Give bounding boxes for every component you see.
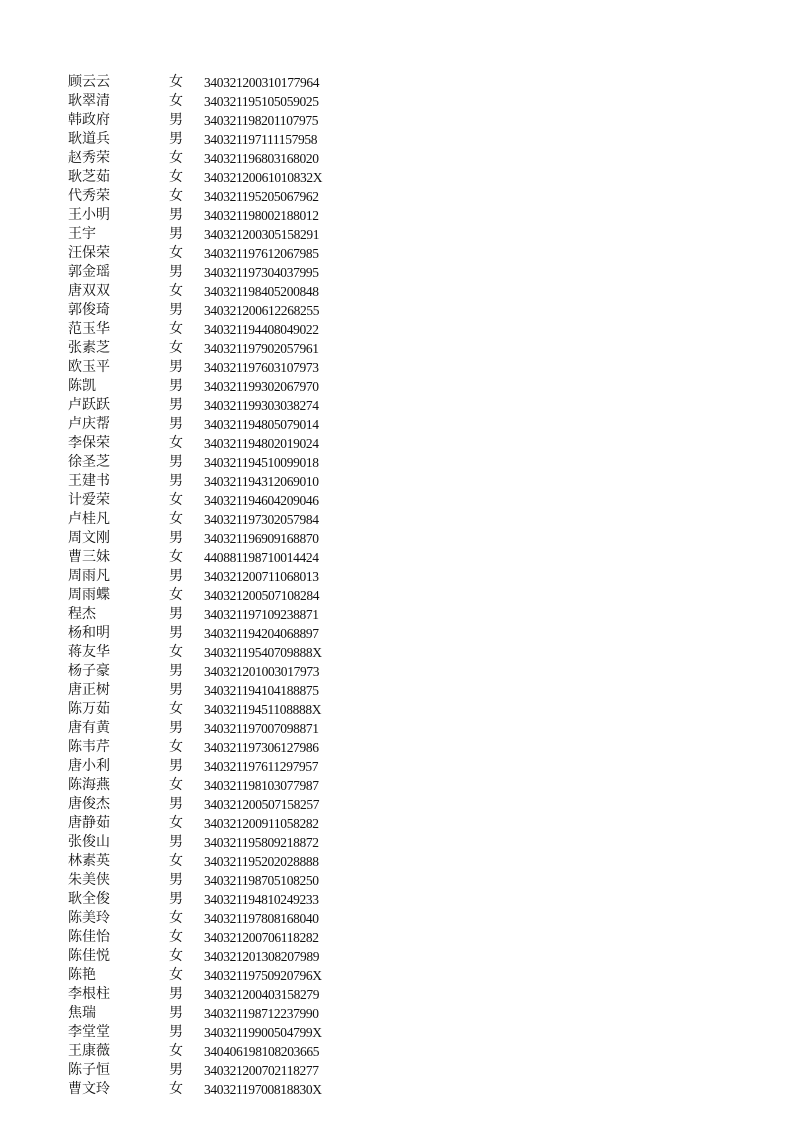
name-cell: 周文刚 <box>68 530 110 546</box>
id-number-cell: 340321200702118277 <box>204 1063 319 1078</box>
name-cell: 唐俊杰 <box>68 796 110 812</box>
id-number-cell: 340321194510099018 <box>204 455 319 470</box>
id-number-cell: 340321197612067985 <box>204 246 319 261</box>
gender-cell: 女 <box>169 492 183 508</box>
name-cell: 程杰 <box>68 606 96 622</box>
id-number-cell: 34032119900504799X <box>204 1025 322 1040</box>
table-row <box>68 377 368 396</box>
table-row <box>68 700 368 719</box>
id-number-cell: 340321194810249233 <box>204 892 319 907</box>
table-row <box>68 738 368 757</box>
id-number-cell: 340321200706118282 <box>204 930 319 945</box>
gender-cell: 女 <box>169 853 183 869</box>
id-number-cell: 340321194104188875 <box>204 683 319 698</box>
table-row <box>68 909 368 928</box>
id-number-cell: 340321200403158279 <box>204 987 320 1002</box>
name-cell: 焦瑞 <box>68 1005 96 1021</box>
gender-cell: 男 <box>169 663 183 679</box>
gender-cell: 男 <box>169 986 183 1002</box>
id-number-cell: 340321200507108284 <box>204 588 320 603</box>
name-cell: 陈子恒 <box>68 1062 110 1078</box>
id-number-cell: 340321196803168020 <box>204 151 319 166</box>
table-row <box>68 453 368 472</box>
table-row <box>68 130 368 149</box>
table-row <box>68 947 368 966</box>
gender-cell: 男 <box>169 891 183 907</box>
gender-cell: 男 <box>169 131 183 147</box>
table-row <box>68 244 368 263</box>
table-row <box>68 605 368 624</box>
gender-cell: 男 <box>169 872 183 888</box>
name-cell: 唐有黄 <box>68 720 110 736</box>
gender-cell: 男 <box>169 473 183 489</box>
table-row <box>68 624 368 643</box>
name-cell: 韩政府 <box>68 112 110 128</box>
name-cell: 陈万茹 <box>68 701 110 717</box>
gender-cell: 女 <box>169 910 183 926</box>
table-row <box>68 643 368 662</box>
name-cell: 唐双双 <box>68 283 110 299</box>
table-row <box>68 776 368 795</box>
gender-cell: 女 <box>169 435 183 451</box>
gender-cell: 女 <box>169 644 183 660</box>
name-cell: 王康薇 <box>68 1043 110 1059</box>
name-cell: 顾云云 <box>68 74 110 90</box>
gender-cell: 女 <box>169 150 183 166</box>
name-cell: 曹三妹 <box>68 549 110 565</box>
gender-cell: 男 <box>169 302 183 318</box>
table-row <box>68 529 368 548</box>
table-row <box>68 1061 368 1080</box>
gender-cell: 男 <box>169 454 183 470</box>
id-number-cell: 340321194805079014 <box>204 417 319 432</box>
table-row <box>68 491 368 510</box>
name-cell: 李堂堂 <box>68 1024 110 1040</box>
id-number-cell: 340321194408049022 <box>204 322 319 337</box>
gender-cell: 男 <box>169 1005 183 1021</box>
table-row <box>68 1080 368 1099</box>
id-number-cell: 340406198108203665 <box>204 1044 320 1059</box>
id-number-cell: 340321199303038274 <box>204 398 319 413</box>
name-cell: 王建书 <box>68 473 110 489</box>
id-number-cell: 340321194802019024 <box>204 436 319 451</box>
name-cell: 耿芝茹 <box>68 169 110 185</box>
table-row <box>68 833 368 852</box>
name-cell: 卢跃跃 <box>68 397 110 413</box>
name-cell: 蒋友华 <box>68 644 110 660</box>
name-cell: 张俊山 <box>68 834 110 850</box>
id-number-cell: 340321200612268255 <box>204 303 320 318</box>
id-number-cell: 340321197302057984 <box>204 512 319 527</box>
name-cell: 耿全俊 <box>68 891 110 907</box>
gender-cell: 男 <box>169 682 183 698</box>
gender-cell: 男 <box>169 606 183 622</box>
name-cell: 卢庆帮 <box>68 416 110 432</box>
table-row <box>68 890 368 909</box>
table-row <box>68 415 368 434</box>
id-number-cell: 340321198002188012 <box>204 208 319 223</box>
table-row <box>68 111 368 130</box>
name-cell: 周雨凡 <box>68 568 110 584</box>
id-number-cell: 340321196909168870 <box>204 531 319 546</box>
name-cell: 陈佳怡 <box>68 929 110 945</box>
table-row <box>68 339 368 358</box>
table-row <box>68 852 368 871</box>
id-number-cell: 340321195105059025 <box>204 94 319 109</box>
table-row <box>68 548 368 567</box>
gender-cell: 男 <box>169 112 183 128</box>
id-number-cell: 340321194204068897 <box>204 626 319 641</box>
id-number-cell: 340321197902057961 <box>204 341 319 356</box>
id-number-cell: 340321200305158291 <box>204 227 320 242</box>
table-row <box>68 149 368 168</box>
gender-cell: 女 <box>169 948 183 964</box>
id-number-cell: 340321200507158257 <box>204 797 320 812</box>
name-cell: 郭金瑶 <box>68 264 110 280</box>
id-number-cell: 340321198201107975 <box>204 113 319 128</box>
gender-cell: 女 <box>169 93 183 109</box>
id-number-cell: 340321197306127986 <box>204 740 319 755</box>
table-row <box>68 206 368 225</box>
name-cell: 郭俊琦 <box>68 302 110 318</box>
gender-cell: 女 <box>169 283 183 299</box>
id-number-cell: 340321197611297957 <box>204 759 319 774</box>
table-row <box>68 187 368 206</box>
gender-cell: 男 <box>169 720 183 736</box>
id-number-cell: 34032119700818830X <box>204 1082 322 1097</box>
gender-cell: 女 <box>169 1043 183 1059</box>
id-number-cell: 340321198705108250 <box>204 873 319 888</box>
gender-cell: 女 <box>169 169 183 185</box>
table-row <box>68 567 368 586</box>
table-row <box>68 795 368 814</box>
gender-cell: 男 <box>169 1024 183 1040</box>
gender-cell: 男 <box>169 834 183 850</box>
id-number-cell: 340321197109238871 <box>204 607 319 622</box>
id-number-cell: 34032120061010832X <box>204 170 323 185</box>
id-number-cell: 340321197111157958 <box>204 132 318 147</box>
table-row <box>68 928 368 947</box>
gender-cell: 男 <box>169 1062 183 1078</box>
table-row <box>68 814 368 833</box>
gender-cell: 女 <box>169 777 183 793</box>
id-number-cell: 340321195202028888 <box>204 854 319 869</box>
name-cell: 陈海燕 <box>68 777 110 793</box>
name-cell: 张素芝 <box>68 340 110 356</box>
id-number-cell: 34032119540709888X <box>204 645 322 660</box>
name-cell: 汪保荣 <box>68 245 110 261</box>
table-row <box>68 92 368 111</box>
id-number-cell: 340321194312069010 <box>204 474 319 489</box>
name-cell: 范玉华 <box>68 321 110 337</box>
name-cell: 陈艳 <box>68 967 96 983</box>
gender-cell: 女 <box>169 1081 183 1097</box>
name-cell: 唐正树 <box>68 682 110 698</box>
gender-cell: 男 <box>169 625 183 641</box>
table-row <box>68 168 368 187</box>
table-row <box>68 320 368 339</box>
id-number-cell: 340321197808168040 <box>204 911 319 926</box>
gender-cell: 女 <box>169 511 183 527</box>
gender-cell: 男 <box>169 568 183 584</box>
person-table <box>68 73 368 1099</box>
table-row <box>68 282 368 301</box>
name-cell: 耿翠清 <box>68 93 110 109</box>
gender-cell: 女 <box>169 929 183 945</box>
id-number-cell: 340321195809218872 <box>204 835 319 850</box>
id-number-cell: 340321200310177964 <box>204 75 320 90</box>
name-cell: 杨和明 <box>68 625 110 641</box>
table-row <box>68 73 368 92</box>
id-number-cell: 340321198712237990 <box>204 1006 319 1021</box>
gender-cell: 男 <box>169 530 183 546</box>
id-number-cell: 34032119451108888X <box>204 702 322 717</box>
gender-cell: 女 <box>169 321 183 337</box>
table-row <box>68 1042 368 1061</box>
gender-cell: 男 <box>169 758 183 774</box>
gender-cell: 男 <box>169 378 183 394</box>
name-cell: 王小明 <box>68 207 110 223</box>
table-row <box>68 1004 368 1023</box>
gender-cell: 男 <box>169 207 183 223</box>
name-cell: 李根柱 <box>68 986 110 1002</box>
name-cell: 徐圣芝 <box>68 454 110 470</box>
gender-cell: 女 <box>169 74 183 90</box>
name-cell: 赵秀荣 <box>68 150 110 166</box>
table-row <box>68 225 368 244</box>
gender-cell: 女 <box>169 967 183 983</box>
table-row <box>68 396 368 415</box>
id-number-cell: 440881198710014424 <box>204 550 319 565</box>
name-cell: 陈佳悦 <box>68 948 110 964</box>
gender-cell: 男 <box>169 226 183 242</box>
name-cell: 林素英 <box>68 853 110 869</box>
id-number-cell: 340321194604209046 <box>204 493 319 508</box>
gender-cell: 男 <box>169 796 183 812</box>
gender-cell: 女 <box>169 340 183 356</box>
gender-cell: 女 <box>169 188 183 204</box>
gender-cell: 男 <box>169 359 183 375</box>
table-row <box>68 434 368 453</box>
id-number-cell: 340321201308207989 <box>204 949 320 964</box>
id-number-cell: 340321199302067970 <box>204 379 319 394</box>
table-row <box>68 681 368 700</box>
name-cell: 卢桂凡 <box>68 511 110 527</box>
table-row <box>68 358 368 377</box>
table-row <box>68 472 368 491</box>
id-number-cell: 340321200911058282 <box>204 816 319 831</box>
name-cell: 耿道兵 <box>68 131 110 147</box>
table-row <box>68 510 368 529</box>
name-cell: 代秀荣 <box>68 188 110 204</box>
name-cell: 陈凯 <box>68 378 96 394</box>
name-cell: 计爱荣 <box>68 492 110 508</box>
id-number-cell: 340321197007098871 <box>204 721 319 736</box>
table-row <box>68 301 368 320</box>
table-row <box>68 1023 368 1042</box>
name-cell: 王宇 <box>68 226 96 242</box>
gender-cell: 女 <box>169 245 183 261</box>
id-number-cell: 340321197304037995 <box>204 265 319 280</box>
gender-cell: 男 <box>169 416 183 432</box>
table-row <box>68 871 368 890</box>
id-number-cell: 340321201003017973 <box>204 664 320 679</box>
table-row <box>68 966 368 985</box>
id-number-cell: 34032119750920796X <box>204 968 322 983</box>
name-cell: 李保荣 <box>68 435 110 451</box>
id-number-cell: 340321195205067962 <box>204 189 319 204</box>
gender-cell: 女 <box>169 815 183 831</box>
name-cell: 欧玉平 <box>68 359 110 375</box>
name-cell: 唐静茹 <box>68 815 110 831</box>
gender-cell: 女 <box>169 549 183 565</box>
table-row <box>68 662 368 681</box>
table-row <box>68 719 368 738</box>
id-number-cell: 340321200711068013 <box>204 569 319 584</box>
gender-cell: 女 <box>169 701 183 717</box>
gender-cell: 男 <box>169 264 183 280</box>
table-row <box>68 586 368 605</box>
name-cell: 陈韦芹 <box>68 739 110 755</box>
name-cell: 陈美玲 <box>68 910 110 926</box>
id-number-cell: 340321197603107973 <box>204 360 319 375</box>
table-row <box>68 985 368 1004</box>
gender-cell: 女 <box>169 739 183 755</box>
gender-cell: 男 <box>169 397 183 413</box>
id-number-cell: 340321198103077987 <box>204 778 319 793</box>
name-cell: 朱美侠 <box>68 872 110 888</box>
name-cell: 唐小利 <box>68 758 110 774</box>
table-row <box>68 263 368 282</box>
name-cell: 曹文玲 <box>68 1081 110 1097</box>
name-cell: 周雨蝶 <box>68 587 110 603</box>
id-number-cell: 340321198405200848 <box>204 284 319 299</box>
table-row <box>68 757 368 776</box>
name-cell: 杨子豪 <box>68 663 110 679</box>
gender-cell: 女 <box>169 587 183 603</box>
